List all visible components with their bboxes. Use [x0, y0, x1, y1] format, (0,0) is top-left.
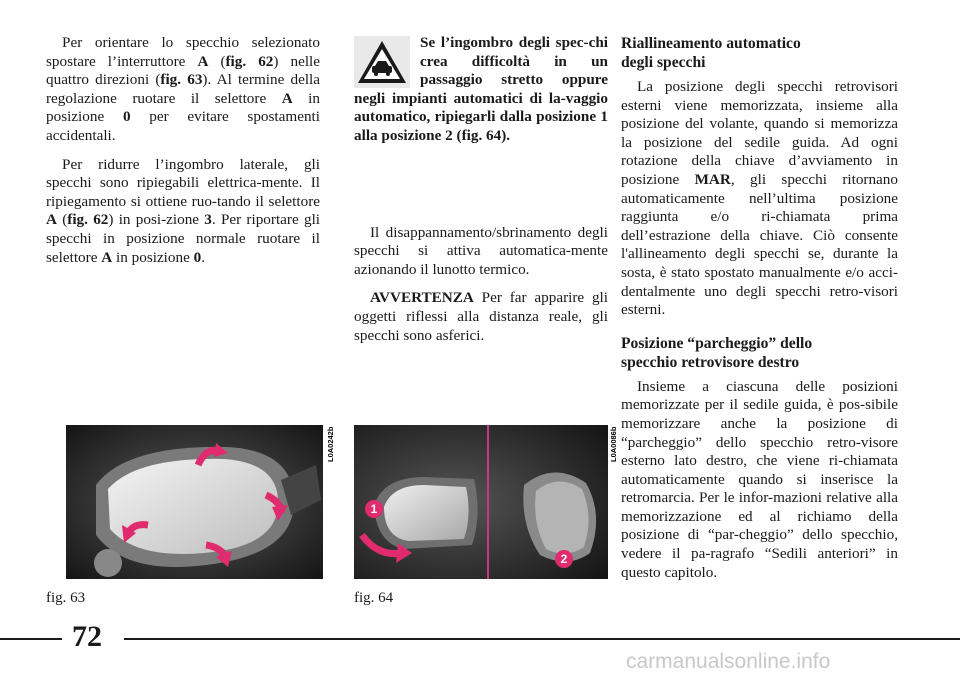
bold-run: fig. 63: [160, 71, 203, 89]
spacer: [354, 156, 608, 224]
warning-text: Se l’ingombro degli spec-chi crea difficoltà in un passaggio stretto oppure negli impianti automatici di la-vaggio automatico, ripiegarli dalla posizione 1 alla posizione 2 (fig. 64).: [354, 34, 608, 144]
bold-run: 3: [204, 211, 212, 229]
figure-63-mirror-adjust: [66, 425, 323, 579]
footer-rule-left: [0, 638, 62, 640]
text-run: Per ridurre l’ingombro laterale, gli specchi sono ripiegabili elettrica-mente. Il ripiegamento si ottiene ruo-tando il selettore: [46, 155, 320, 210]
paragraph-folding: [46, 156, 320, 268]
bold-run: A: [281, 89, 293, 107]
figure-caption-63: fig. 63: [46, 590, 86, 606]
paragraph-realignment: [621, 78, 898, 320]
bold-run: A: [46, 211, 57, 229]
text-column-1: [46, 34, 320, 277]
text-run: (: [208, 52, 226, 70]
paragraph-avvertenza: [354, 289, 608, 345]
heading-line: Riallineamento automatico: [621, 35, 801, 52]
text-run: Per orientare lo specchio selezionato spostare l’interruttore: [46, 34, 320, 70]
heading-line: specchio retrovisore destro: [621, 353, 800, 371]
figure-code-64: L0A0086b: [609, 426, 618, 462]
avvertenza-text: Per far apparire gli oggetti riflessi alla distanza reale, gli specchi sono asferici.: [354, 289, 608, 344]
footer-rule-right: [124, 638, 960, 640]
warning-triangle-icon: [354, 36, 410, 88]
heading-line: degli specchi: [621, 54, 706, 71]
paragraph-orientation: [46, 34, 320, 146]
text-column-2: [354, 34, 608, 355]
paragraph-defog: Il disappannamento/sbrinamento degli specchi si attiva automatica-mente azionando il lunotto termico.: [354, 223, 608, 278]
text-run: (: [56, 211, 68, 229]
text-column-3: [621, 34, 898, 592]
avvertenza-label: AVVERTENZA: [370, 289, 474, 307]
bold-run: A: [101, 248, 113, 266]
bold-run: A: [197, 52, 209, 70]
text-run: ) in posi-zione: [108, 211, 205, 229]
text-run: .: [201, 248, 206, 266]
text-run: in posizione: [112, 248, 194, 266]
bold-run: fig. 62: [67, 211, 109, 229]
text-run: ). Al termine della regolazione ruotare il selettore: [46, 71, 321, 107]
bold-run: MAR: [694, 170, 731, 188]
text-run: in posizione: [46, 89, 320, 126]
badge-2-text: 2: [560, 552, 568, 566]
paragraph-parking: Insieme a ciascuna delle posizioni memorizzate per il sedile guida, è pos-sibile memorizzare anche la posizione di “parcheggio” dello specchio retro-visore esterno lato destro, che viene ri-chiamata automaticamente quando si inserisce la retromarcia. Per le infor-mazioni relative alla memorizzazione ed al richiamo della posizione di “par-cheggio” dello specchio, vedere il pa-ragrafo “Sedili anteriori” in questo capitolo.: [621, 377, 898, 581]
heading-line: Posizione “parcheggio” dello: [621, 334, 813, 352]
warning-block: [354, 34, 608, 146]
heading-parking-position: [621, 334, 898, 372]
badge-1-text: 1: [370, 502, 378, 516]
heading-realignment: [621, 34, 898, 72]
figure-64-mirror-fold: [354, 425, 608, 579]
mirror-fold-illustration: [354, 425, 608, 579]
figure-code-63: L0A0242b: [326, 426, 335, 462]
bold-run: 0: [122, 108, 131, 126]
figure-caption-64: fig. 64: [354, 590, 394, 606]
mirror-adjust-illustration: [66, 425, 323, 579]
text-run: La posizione degli specchi retrovisori esterni viene memorizzata, insieme alla posizione del volante, quando si memorizza la posizione del sedile guida. Ad ogni rotazione della chiave d’avviamento in posizione: [621, 78, 898, 188]
watermark: carmanualsonline.info: [626, 650, 831, 673]
text-run: per evitare spostamenti accidentali.: [46, 108, 320, 144]
text-run: , gli specchi ritornano automaticamente nell’ultima posizione raggiunta e/o ri-chiamata prima dell’estrazione della chiave. Ciò consente l'allineamento degli specchi se, durante la sosta, è stato spostato manualmente e/o acci-dentalmente uno degli specchi retro-visori esterni.: [621, 170, 898, 319]
text-run: . Per riportare gli specchi in posizione normale ruotare il selettore: [46, 211, 321, 266]
text-run: ) nelle quattro direzioni (: [46, 52, 320, 89]
bold-run: fig. 62: [225, 52, 274, 70]
page-number: 72: [72, 620, 102, 653]
bold-run: 0: [193, 248, 202, 266]
